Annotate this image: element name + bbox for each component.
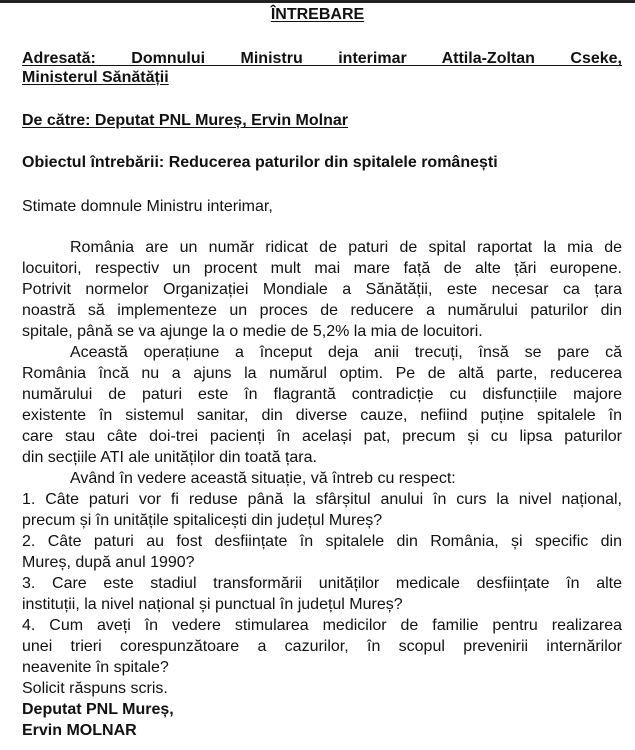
- paragraph-1-line-5: spitale, până se va ajunge la o medie de 5,2% la mia de locuitori.: [22, 323, 483, 340]
- addressee-line-2: Ministerul Sănătății: [22, 69, 169, 86]
- document-title: ÎNTREBARE: [270, 6, 365, 23]
- paragraph-2-line-4: existente în sistemul sanitar, din diverse cauze, nefiind puține spitalele în: [22, 407, 622, 424]
- paragraph-2-line-5: care stau câte doi-trei pacienți în același pat, precum și cu lipsa paturilor: [22, 428, 622, 445]
- question-4-line-3: neavenite în spitale?: [22, 659, 169, 676]
- subject-line: Obiectul întrebării: Reducerea paturilor din spitalele românești: [22, 154, 498, 171]
- paragraph-1-line-1: România are un număr ridicat de paturi de spital raportat la mia de: [70, 239, 622, 256]
- question-1-line-2: precum și în unitățile spitalicești din județul Mureș?: [22, 512, 383, 529]
- question-1-line-1: 1. Câte paturi vor fi reduse până la sfârșitul anului în curs la nivel național,: [22, 491, 622, 508]
- paragraph-1-line-2: locuitori, respectiv un procent mult mai mare față de alte țări europene.: [22, 260, 622, 277]
- paragraph-2-line-1: Această operațiune a început deja anii trecuți, însă se pare că: [70, 344, 622, 361]
- question-2-line-1: 2. Câte paturi au fost desființate în spitalele din România, și specific din: [22, 533, 622, 550]
- paragraph-1-line-4: noastră să implementeze un proces de reducere a numărului paturilor din: [22, 302, 622, 319]
- question-4-line-1: 4. Cum aveți în vedere stimularea medicilor de familie pentru realizarea: [22, 617, 622, 634]
- paragraph-2-line-6: din secțiile ATI ale unităților din toată țara.: [22, 449, 317, 466]
- question-2-line-2: Mureș, după anul 1990?: [22, 554, 195, 571]
- paragraph-3-line-1: Având în vedere această situație, vă întreb cu respect:: [70, 470, 456, 487]
- top-edge-rule: [0, 0, 635, 3]
- signature-name: Ervin MOLNAR: [22, 722, 137, 739]
- addressee-line-1: Adresată: Domnului Ministru interimar Attila-Zoltan Cseke,: [22, 50, 622, 67]
- paragraph-1-line-3: Potrivit normelor Organizației Mondiale a Sănătății, este necesar ca țara: [22, 281, 622, 298]
- question-3-line-1: 3. Care este stadiul transformării unităților medicale desființate în alte: [22, 575, 622, 592]
- salutation: Stimate domnule Ministru interimar,: [22, 198, 273, 215]
- question-4-line-2: unei trieri corespunzătoare a cazurilor, în scopul prevenirii internărilor: [22, 638, 622, 655]
- signature-title: Deputat PNL Mureș,: [22, 701, 174, 718]
- closing-request: Solicit răspuns scris.: [22, 680, 168, 697]
- question-3-line-2: instituții, la nivel național și punctual în județul Mureș?: [22, 596, 403, 613]
- paragraph-2-line-3: numărului de paturi este în flagrantă contradicție cu disfuncțiile majore: [22, 386, 622, 403]
- paragraph-2-line-2: România încă nu a ajuns la numărul optim. Pe de altă parte, reducerea: [22, 365, 622, 382]
- from-line: De către: Deputat PNL Mureș, Ervin Molnar: [22, 112, 348, 129]
